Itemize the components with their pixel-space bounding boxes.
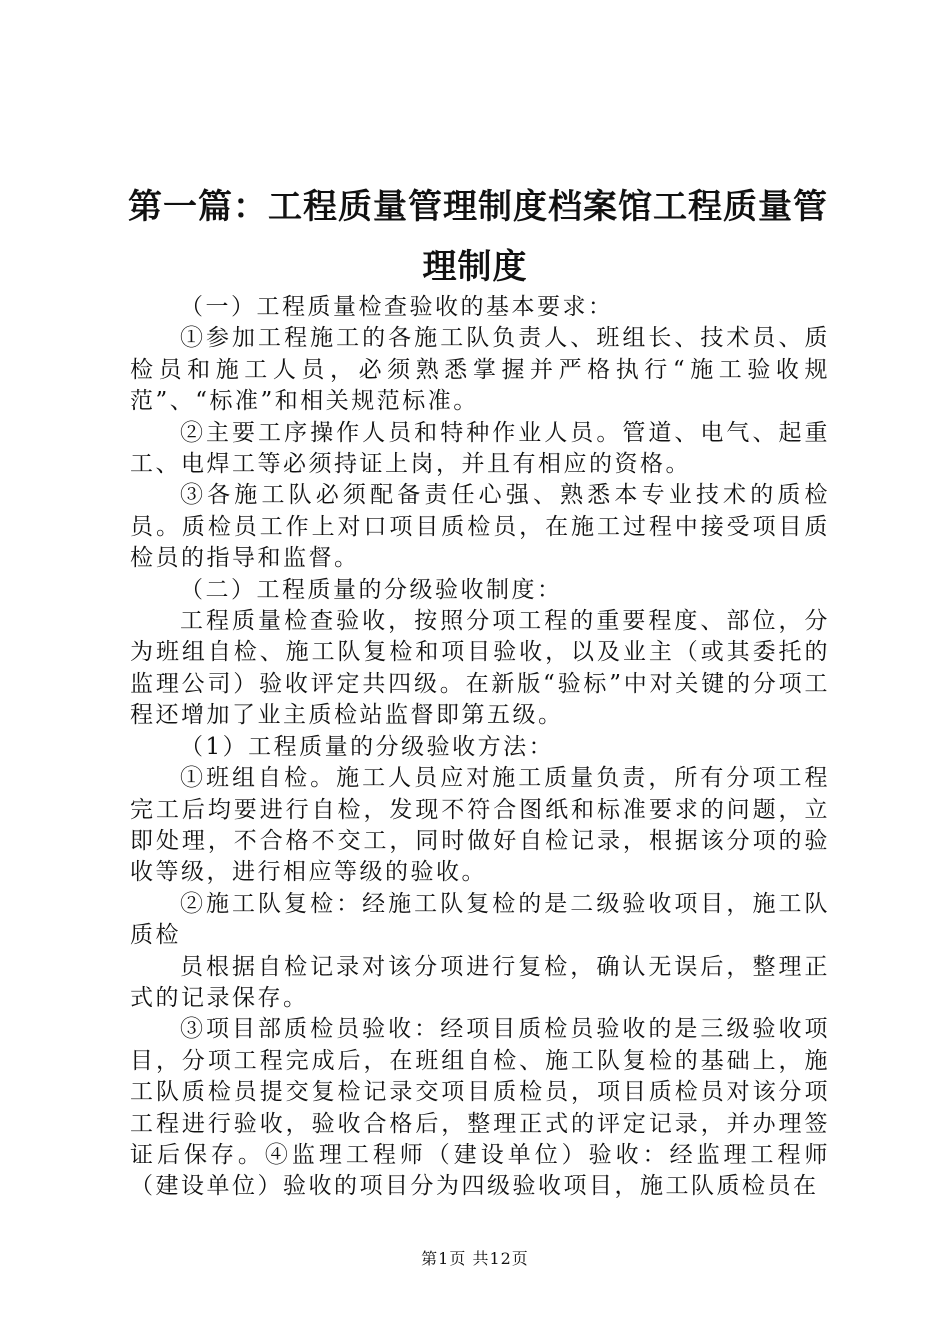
document-title-line-2: 理制度 bbox=[422, 247, 528, 287]
document-title-line-1: 第一篇：工程质量管理制度档案馆工程质量管 bbox=[128, 187, 828, 227]
paragraph-requirement-1: ①参加工程施工的各施工队负责人、班组长、技术员、质检员和施工人员，必须熟悉掌握并严格执行“施工验收规范”、“标准”和相关规范标准。 bbox=[130, 325, 830, 415]
paragraph-requirement-2: ②主要工序操作人员和特种作业人员。管道、电气、起重工、电焊工等必须持证上岗，并且有相应的资格。 bbox=[130, 419, 830, 478]
document-body bbox=[130, 292, 830, 1203]
page-footer: 第1页 共12页 bbox=[421, 1249, 529, 1268]
paragraph-method-1: ①班组自检。施工人员应对施工质量负责，所有分项工程完工后均要进行自检，发现不符合图纸和标准要求的问题，立即处理，不合格不交工，同时做好自检记录，根据该分项的验收等级，进行相应等级的验收。 bbox=[130, 765, 830, 886]
paragraph-method-3-4: ③项目部质检员验收：经项目质检员验收的是三级验收项目，分项工程完成后，在班组自检、施工队复检的基础上，施工队质检员提交复检记录交项目质检员，项目质检员对该分项工程进行验收，验收合格后，整理正式的评定记录，并办理签证后保存。④监理工程师（建设单位）验收：经监理工程师（建设单位）验收的项目分为四级验收项目，施工队质检员在 bbox=[130, 1016, 830, 1200]
paragraph-method-2: ②施工队复检：经施工队复检的是二级验收项目，施工队质检 bbox=[130, 890, 830, 949]
section-heading-basic-requirements: （一）工程质量检查验收的基本要求： bbox=[180, 294, 614, 320]
subsection-heading-acceptance-methods: （1）工程质量的分级验收方法： bbox=[180, 733, 555, 760]
paragraph-method-2-continued: 员根据自检记录对该分项进行复检，确认无误后，整理正式的记录保存。 bbox=[130, 953, 830, 1011]
section-heading-graded-acceptance: （二）工程质量的分级验收制度： bbox=[180, 576, 563, 603]
paragraph-graded-acceptance: 工程质量检查验收，按照分项工程的重要程度、部位，分为班组自检、施工队复检和项目验收，以及业主（或其委托的监理公司）验收评定共四级。在新版“验标”中对关键的分项工程还增加了业主质检站监督即第五级。 bbox=[130, 608, 830, 729]
paragraph-requirement-3: ③各施工队必须配备责任心强、熟悉本专业技术的质检员。质检员工作上对口项目质检员，在施工过程中接受项目质检员的指导和监督。 bbox=[130, 482, 830, 572]
